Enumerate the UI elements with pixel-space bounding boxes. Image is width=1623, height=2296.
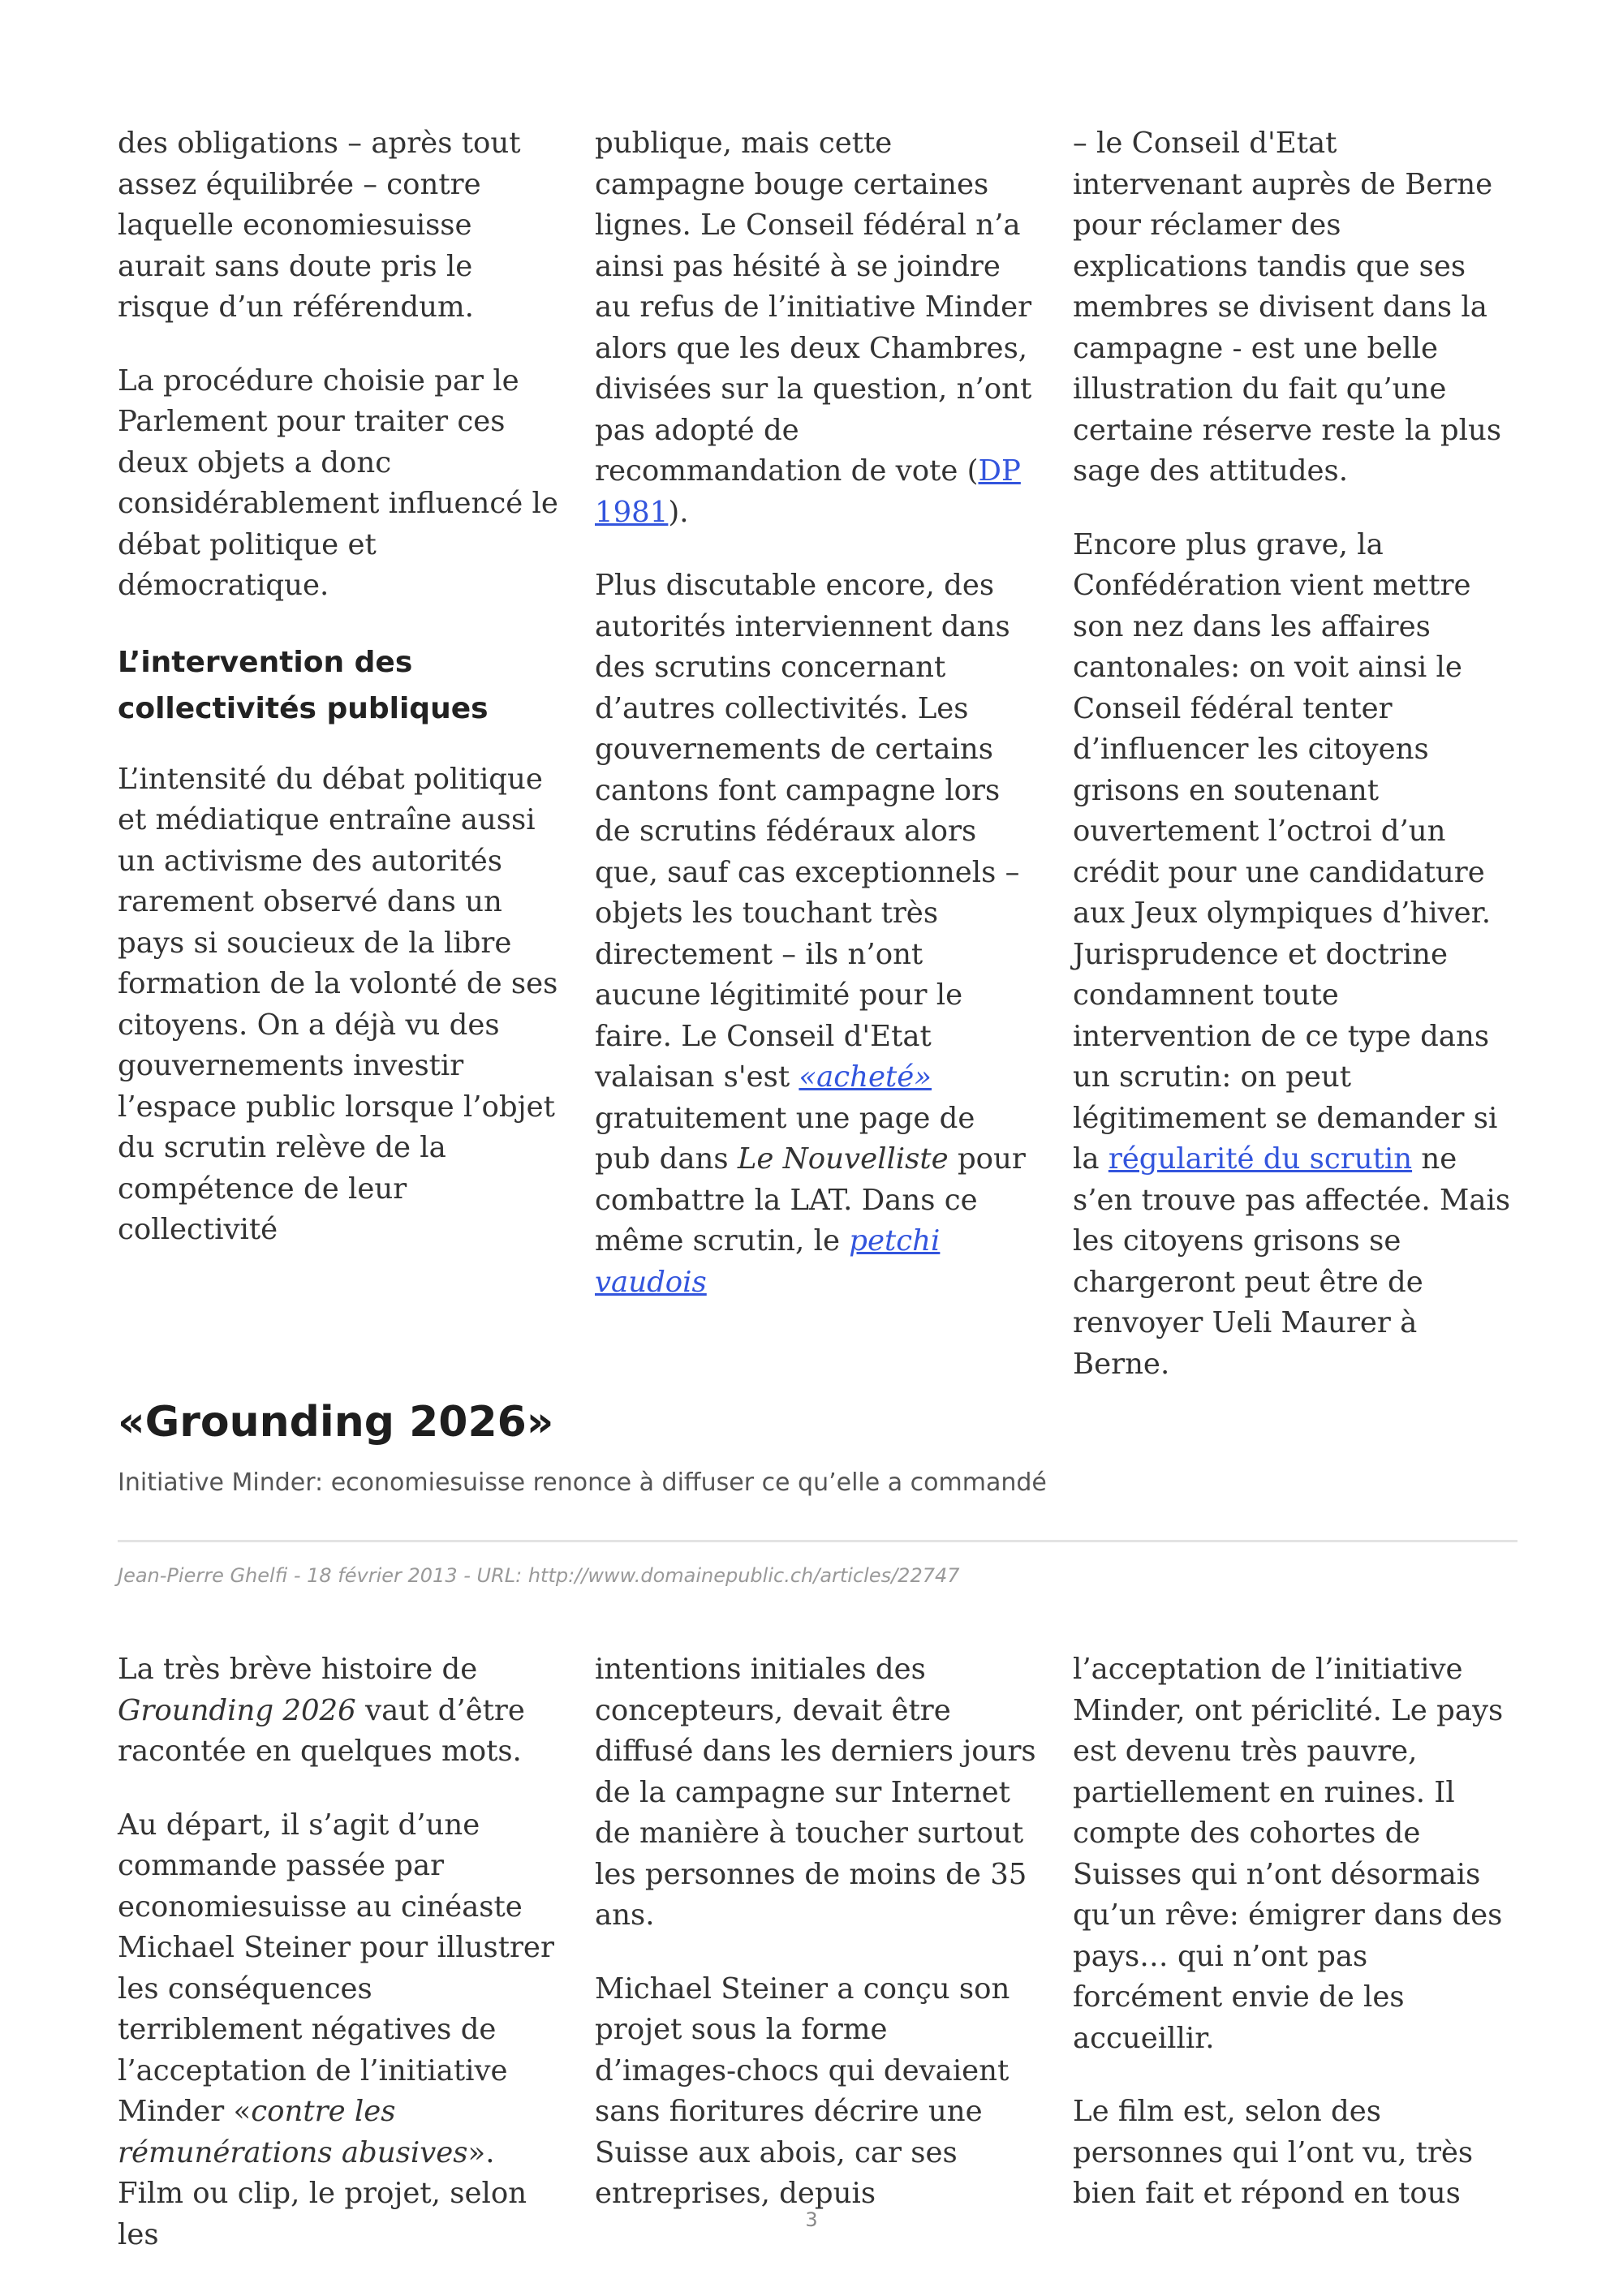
article-subtitle: Initiative Minder: economiesuisse renonce à diffuser ce qu’elle a commandé [118,1468,1047,1497]
dp-1981-link[interactable]: DP 1981 [595,454,1021,529]
article-title: «Grounding 2026» [118,1398,554,1447]
article1-column-2 [595,123,1037,1303]
section-heading: L’intervention des collectivités publiques [118,645,489,725]
paragraph: Michael Steiner a conçu son projet sous la forme d’images-chocs qui devaient sans fioritures décrire une Suisse aux abois, car ses entreprises, depuis [595,1971,1010,2210]
regularite-scrutin-link[interactable]: régularité du scrutin [1108,1142,1413,1176]
divider [118,1540,1518,1542]
paragraph: publique, mais cette campagne bouge certaines lignes. Le Conseil fédéral n’a ainsi pas hésité à se joindre au refus de l’initiative Minder alors que les deux Chambres, divisées sur la question, n’ont pas adopté de recommandation de vote (DP 1981). [595,127,1032,529]
paragraph: L’intensité du débat politique et médiatique entraîne aussi un activisme des autorités rarement observé dans un pays si soucieux de la libre formation de la volonté de ses citoyens. On a déjà vu des gouvernements investir l’espace public lorsque l’objet du scrutin relève de la compétence de leur collectivité [118,762,558,1246]
paragraph: La très brève histoire de Grounding 2026 vaut d’être racontée en quelques mots. [118,1653,525,1768]
article1-column-1 [118,123,560,1251]
page-number: 3 [805,2208,818,2231]
paragraph: intentions initiales des concepteurs, devait être diffusé dans les derniers jours de la campagne sur Internet de manière à toucher surtout les personnes de moins de 35 ans. [595,1653,1036,1932]
achete-link[interactable]: «acheté» [799,1060,932,1094]
paragraph: des obligations – après tout assez équilibrée – contre laquelle economiesuisse aurait sans doute pris le risque d’un référendum. [118,127,521,324]
article2-column-1 [118,1649,560,2255]
petchi-vaudois-link[interactable]: petchi vaudois [595,1224,941,1299]
paragraph: Plus discutable encore, des autorités interviennent dans des scrutins concernant d’autres collectivités. Les gouvernements de certains cantons font campagne lors de scrutins fédéraux alors que, sauf cas exceptionnels – objets les touchant très directement – ils n’ont aucune légitimité pour le faire. Le Conseil d'Etat valaisan s'est «acheté» gratuitement une page de pub dans Le Nouvelliste pour combattre la LAT. Dans ce même scrutin, le petchi vaudois [595,569,1026,1299]
article-byline: Jean-Pierre Ghelfi - 18 février 2013 - URL: http://www.domainepublic.ch/articles/22747 [118,1564,960,1587]
article2-column-3 [1073,1649,1515,2215]
paragraph: Le film est, selon des personnes qui l’ont vu, très bien fait et répond en tous [1073,2095,1474,2210]
article2-column-2 [595,1649,1037,2215]
paragraph: – le Conseil d'Etat intervenant auprès de Berne pour réclamer des explications tandis que ses membres se divisent dans la campagne - est une belle illustration du fait qu’une certaine réserve reste la plus sage des attitudes. [1073,127,1502,488]
paragraph: La procédure choisie par le Parlement pour traiter ces deux objets a donc considérablement influencé le débat politique et démocratique. [118,363,558,602]
paragraph: Au départ, il s’agit d’une commande passée par economiesuisse au cinéaste Michael Steiner pour illustrer les conséquences terriblement négatives de l’acceptation de l’initiative Minder «contre les rémunérations abusives». Film ou clip, le projet, selon les [118,1808,554,2251]
paragraph: l’acceptation de l’initiative Minder, ont périclité. Le pays est devenu très pauvre, partiellement en ruines. Il compte des cohortes de Suisses qui n’ont désormais qu’un rêve: émigrer dans des pays… qui n’ont pas forcément envie de les accueillir. [1073,1653,1504,2055]
article1-column-3 [1073,123,1515,1385]
paragraph: Encore plus grave, la Confédération vient mettre son nez dans les affaires cantonales: on voit ainsi le Conseil fédéral tenter d’influencer les citoyens grisons en soutenant ouvertement l’octroi d’un crédit pour une candidature aux Jeux olympiques d’hiver. Jurisprudence et doctrine condamnent toute intervention de ce type dans un scrutin: on peut légitimement se demander si la régularité du scrutin ne s’en trouve pas affectée. Mais les citoyens grisons se chargeront peut être de renvoyer Ueli Maurer à Berne. [1073,527,1511,1381]
